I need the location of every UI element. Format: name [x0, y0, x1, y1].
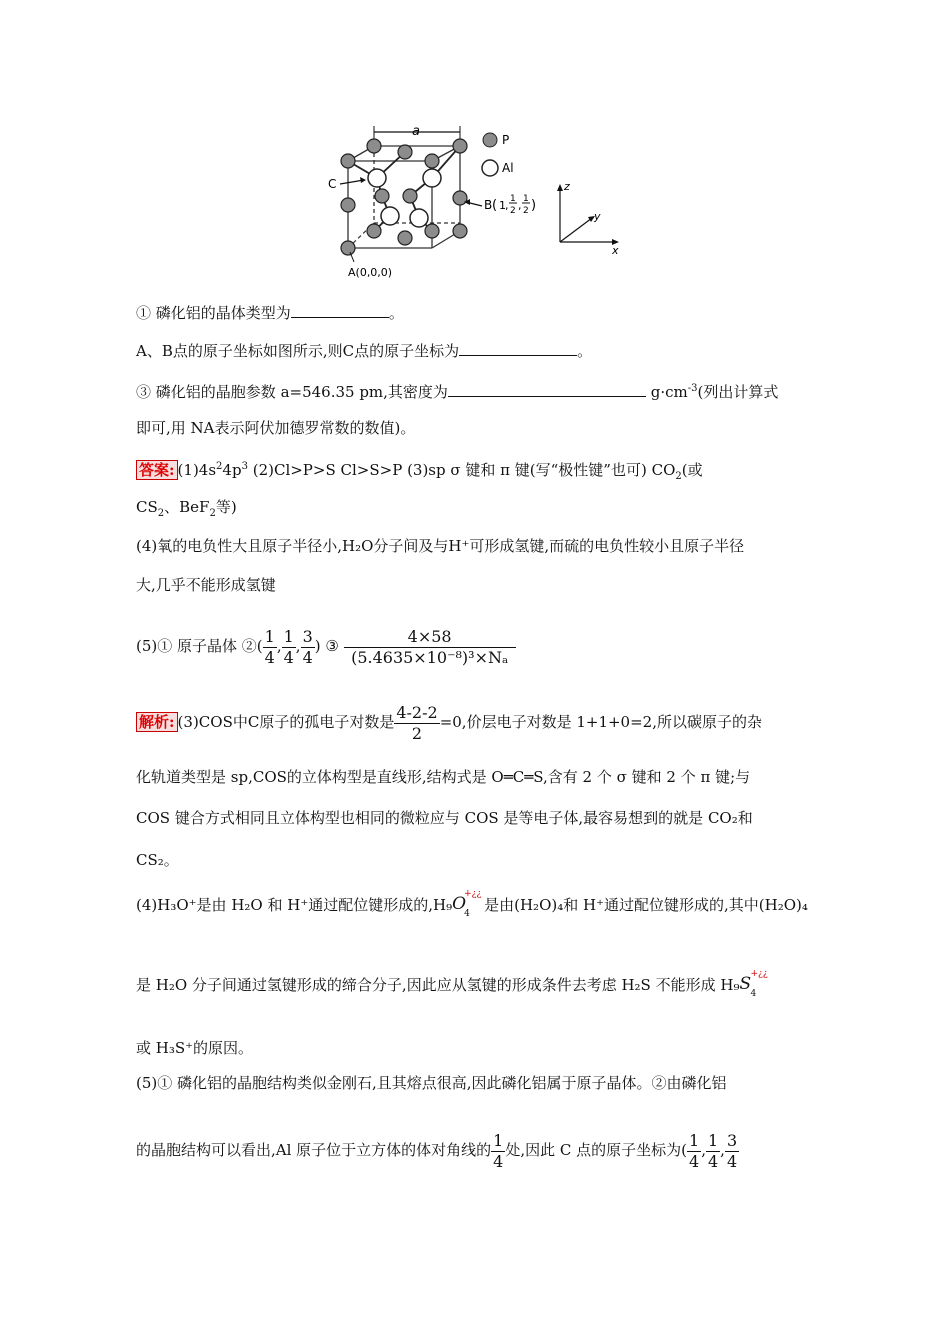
answer-blank[interactable]	[448, 382, 646, 397]
label-a-origin: A(0,0,0)	[348, 266, 393, 279]
svg-text:2: 2	[510, 206, 516, 216]
answer-5: (5)① 原子晶体 ②( $\frac{1}{4}$ , $\frac{1}{4}$ , $\frac{3}{4}$ ) ③ $\frac{4\times 58}{\text{(5.4635×10⁻⁸)³×Nₐ}}$	[136, 622, 516, 670]
svg-text:,: ,	[518, 199, 522, 212]
answer-blank[interactable]	[291, 303, 389, 318]
question-1: ① 磷化铝的晶体类型为 。	[136, 304, 404, 322]
answer-tag: 答案:	[136, 460, 178, 480]
analysis-line-2: 化轨道类型是 sp,COS的立体构型是直线形,结构式是 O═C═S,含有 2 个 σ 键和 2 个 π 键;与	[136, 768, 751, 786]
analysis-line-1: 解析: (3)COS中C原子的孤电子对数是 $\frac{4-2-2}{2}$ =0,价层电子对数是 1+1+0=2,所以碳原子的杂	[136, 700, 762, 744]
question-3: ③ 磷化铝的晶胞参数 a=546.35 pm,其密度为 $g\cdot cm^{-3}$(列出计算式	[136, 383, 779, 401]
label-b: B	[484, 198, 493, 212]
question-2: A、B点的原子坐标如图所示,则C点的原子坐标为 。	[136, 342, 593, 360]
label-c: C	[328, 177, 337, 191]
svg-text:,: ,	[505, 199, 509, 212]
answer-line-1: 答案: $(1)4s^24p^3$ (2)Cl>P>S Cl>S>P (3)sp σ 键和 π 键(写“极性键”也可) $CO_2$(或	[136, 457, 703, 487]
analysis-line-6: 是 H₂O 分子间通过氢键形成的缔合分子,因此应从氢键的形成条件去考虑 H₂S 不能形成 H₉ S +¿¿ 4	[136, 969, 768, 999]
svg-text:): )	[531, 198, 537, 213]
label-a: a	[412, 124, 420, 139]
analysis-line-4: CS₂。	[136, 851, 179, 869]
analysis-line-5: (4)H₃O⁺是由 H₂O 和 H⁺通过配位键形成的,H₉ O +¿¿ 4 是由(H₂O)₄和 H⁺通过配位键形成的,其中(H₂O)₄	[136, 889, 808, 919]
analysis-tag: 解析:	[136, 712, 178, 732]
svg-text:2: 2	[523, 206, 529, 216]
crystal-structure-figure	[320, 118, 640, 283]
density-formula: $\frac{4\times 58}{\text{(5.4635×10⁻⁸)³×Nₐ}}$	[344, 627, 516, 668]
axis-y: y	[594, 210, 601, 223]
svg-text:1: 1	[499, 199, 506, 212]
question-3-cont: 即可,用 NA表示阿伏加德罗常数的数值)。	[136, 419, 416, 437]
svg-text:1: 1	[510, 194, 516, 204]
legend-p: P	[502, 133, 510, 147]
axis-x: x	[612, 244, 619, 257]
answer-blank[interactable]	[459, 341, 577, 356]
axis-z: z	[564, 180, 570, 193]
answer-4-line-2: 大,几乎不能形成氢键	[136, 576, 276, 594]
legend-al: Al	[502, 161, 514, 175]
analysis-line-3: COS 键合方式相同且立体构型也相同的微粒应与 COS 是等电子体,最容易想到的就是 CO₂和	[136, 809, 753, 827]
answer-4-line-1: (4)氧的电负性大且原子半径小,H₂O分子间及与H⁺可形成氢键,而硫的电负性较小且原子半径	[136, 537, 745, 555]
analysis-line-8: (5)① 磷化铝的晶胞结构类似金刚石,且其熔点很高,因此磷化铝属于原子晶体。②由磷化铝	[136, 1074, 727, 1092]
answer-line-2: $CS_2$、BeF$_2$等)	[136, 498, 237, 519]
analysis-line-7: 或 H₃S⁺的原因。	[136, 1039, 254, 1057]
svg-text:(: (	[492, 198, 498, 213]
analysis-line-9: 的晶胞结构可以看出,Al 原子位于立方体的体对角线的 $\frac{1}{4}$ 处,因此 C 点的原子坐标为( $\frac{1}{4}$ , $\frac{1}{4}$ , $\frac{3}{4}$	[136, 1130, 738, 1171]
svg-text:1: 1	[523, 194, 529, 204]
